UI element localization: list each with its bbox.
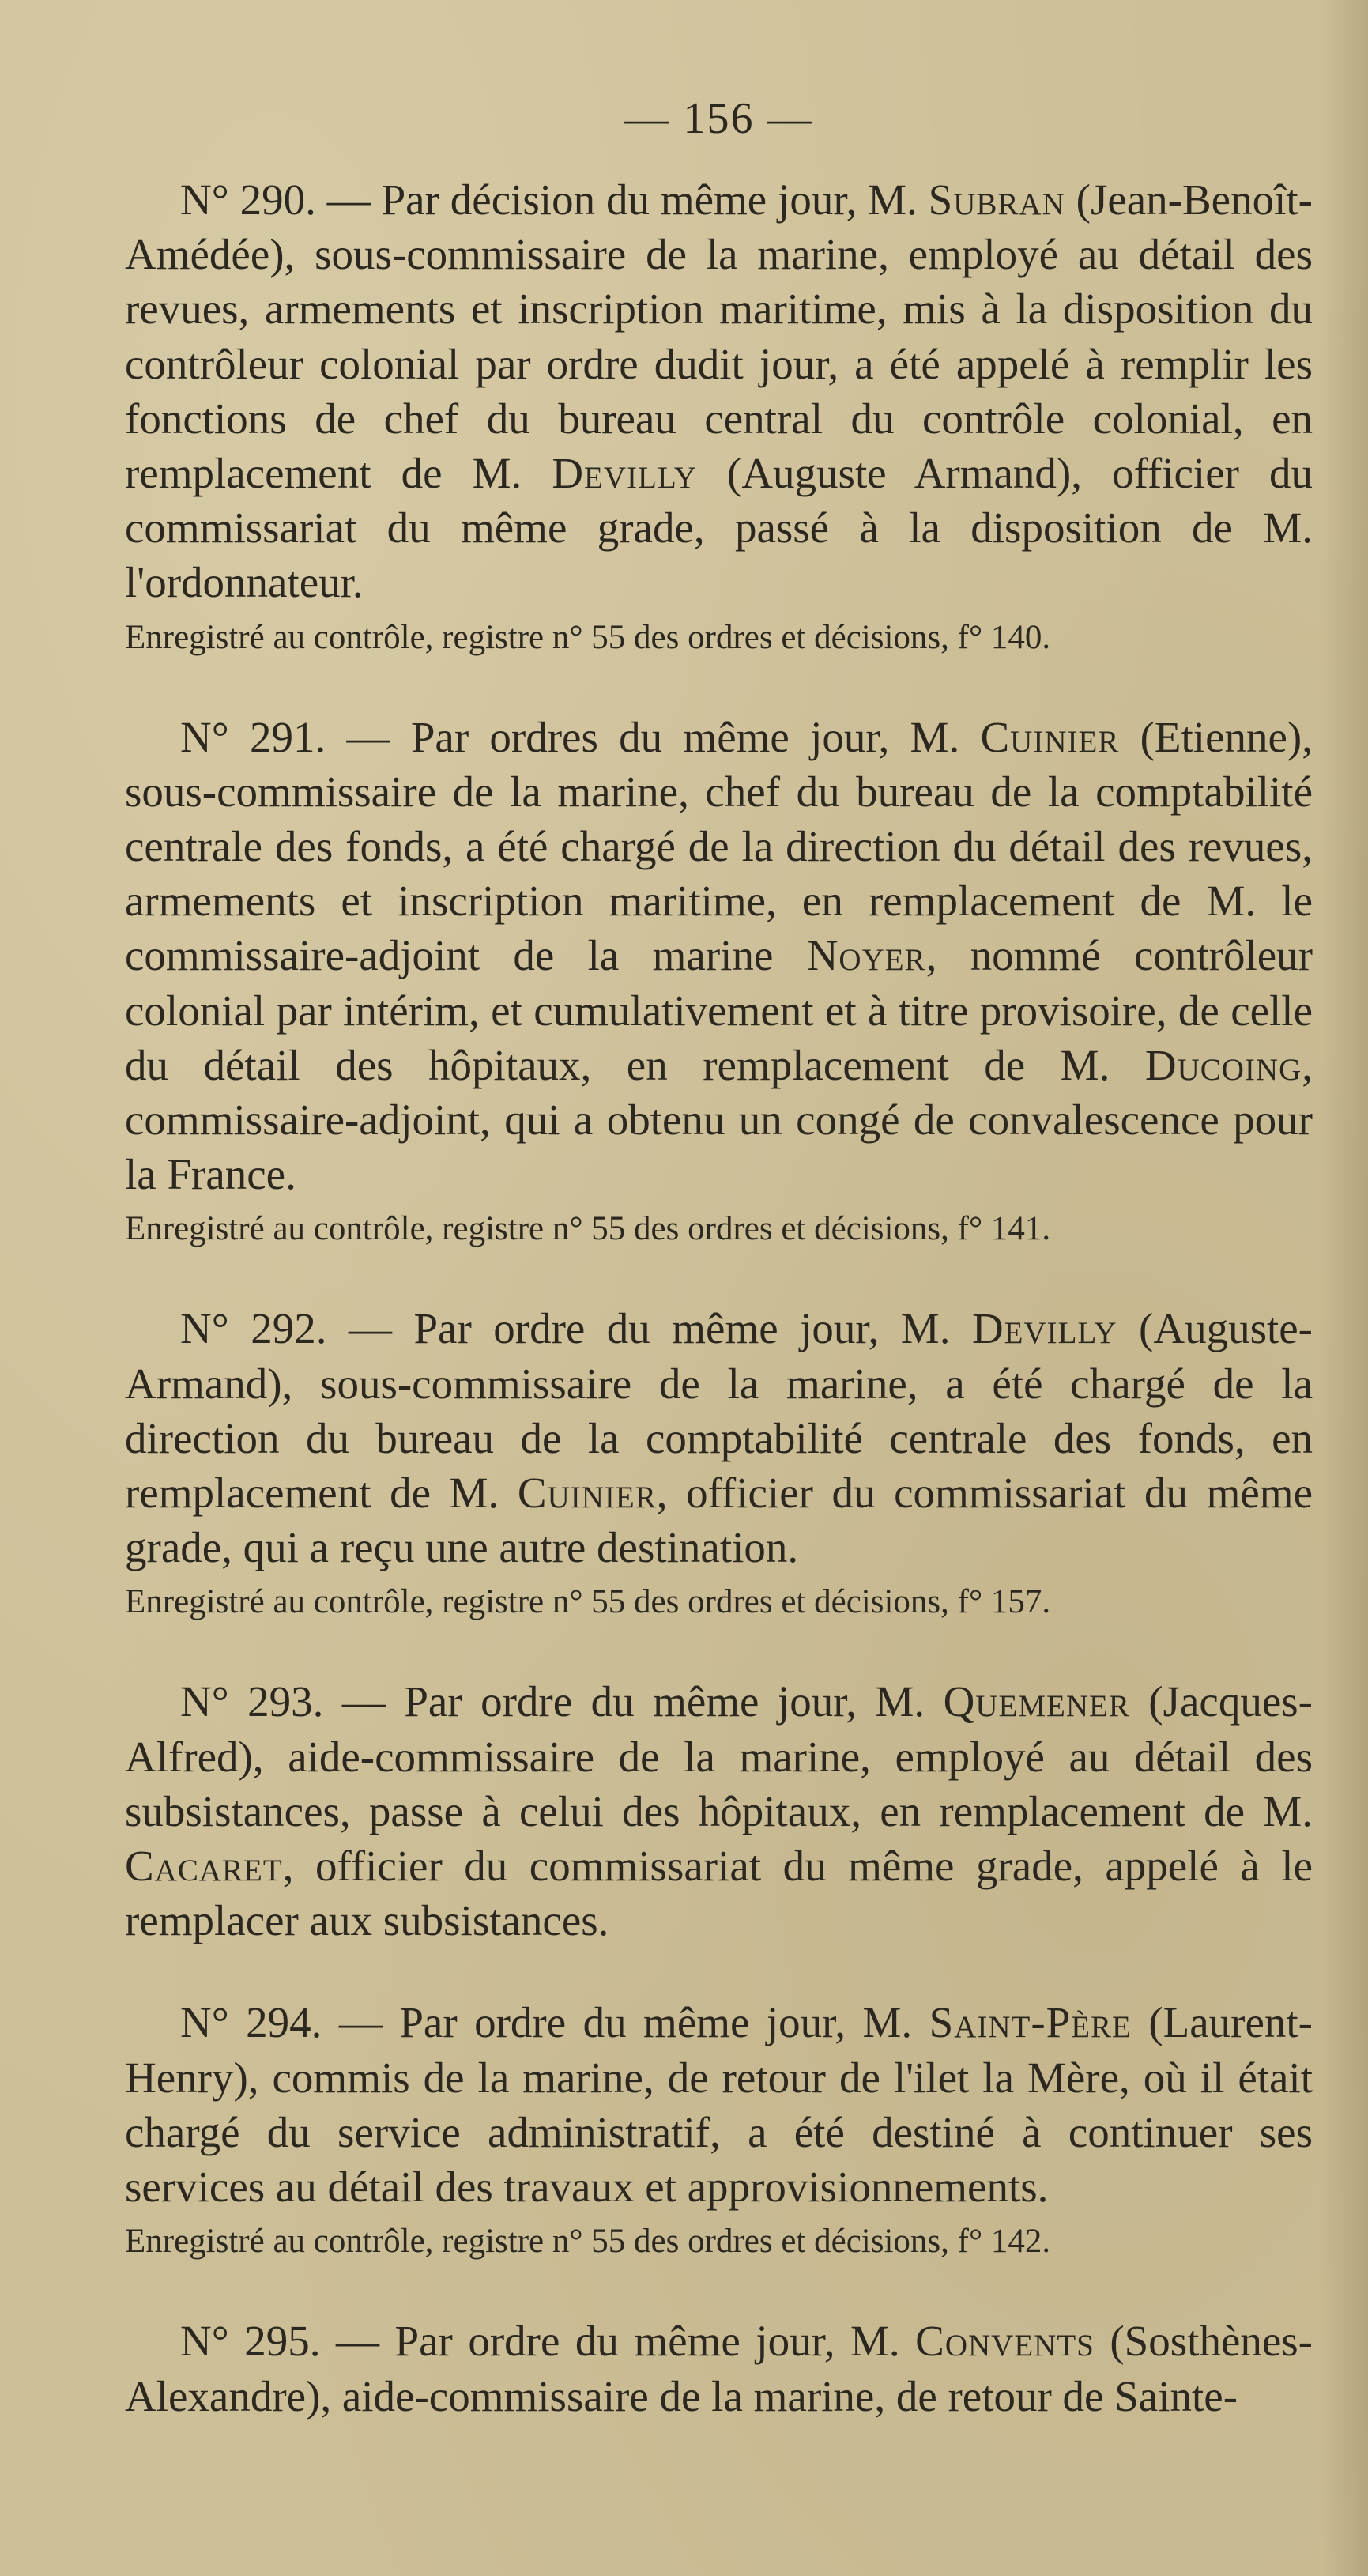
text-span: (Jacques-Alfred), aide-commissaire de la marine, employé au détail des subsistances, passe à celui des hôpitaux, en remplacement de M. bbox=[125, 1677, 1313, 1835]
registration-note: Enregistré au contrôle, registre n° 55 des ordres et décisions, f° 140. bbox=[125, 618, 1051, 656]
entry-293 bbox=[125, 1674, 1313, 1948]
entry-text bbox=[125, 172, 1313, 610]
surname: Devilly bbox=[971, 1304, 1117, 1353]
registration-note: Enregistré au contrôle, registre n° 55 des ordres et décisions, f° 141. bbox=[125, 1210, 1051, 1248]
surname: Ducoing bbox=[1144, 1040, 1302, 1089]
text-span: N° 291. — Par ordres du même jour, M. bbox=[180, 712, 981, 761]
page-edge-shadow bbox=[1321, 0, 1368, 2576]
surname: Cacaret bbox=[125, 1842, 283, 1891]
surname: Convents bbox=[915, 2317, 1095, 2366]
entry-291 bbox=[125, 710, 1313, 1254]
text-span: , officier du commissariat du même grade, qui a reçu une autre destination. bbox=[125, 1469, 1313, 1572]
entry-text bbox=[125, 1301, 1313, 1575]
text-span: , commissaire-adjoint, qui a obtenu un congé de convalescence pour la France. bbox=[125, 1040, 1313, 1199]
entry-text bbox=[125, 1674, 1313, 1948]
text-span: N° 290. — Par décision du même jour, M. bbox=[180, 175, 929, 224]
surname: Cuinier bbox=[517, 1469, 657, 1518]
entry-292 bbox=[125, 1301, 1313, 1627]
entry-text bbox=[125, 710, 1313, 1202]
text-span: N° 293. — Par ordre du même jour, M. bbox=[180, 1677, 944, 1726]
text-span: N° 294. — Par ordre du même jour, M. bbox=[180, 1998, 929, 2047]
surname: Subran bbox=[928, 175, 1065, 224]
text-span: N° 295. — Par ordre du même jour, M. bbox=[180, 2317, 916, 2366]
text-span: , officier du commissariat du même grade, appelé à le remplacer aux subsistances. bbox=[125, 1842, 1313, 1945]
text-span: N° 292. — Par ordre du même jour, M. bbox=[180, 1304, 972, 1353]
entry-text bbox=[125, 2314, 1313, 2423]
text-span: (Laurent-Henry), commis de la marine, de retour de l'ilet la Mère, où il était chargé du service administratif, a été destiné à continuer ses services au détail des travaux et approvisionnements. bbox=[125, 1998, 1313, 2212]
entry-290 bbox=[125, 172, 1313, 662]
surname: Noyer bbox=[806, 931, 926, 980]
surname: Devilly bbox=[552, 449, 697, 498]
text-span: (Sosthènes-Alexandre), aide-commissaire de la marine, de retour de Sainte- bbox=[125, 2317, 1313, 2420]
text-span: (Auguste-Armand), sous-commissaire de la marine, a été chargé de la direction du bureau de la comptabilité centrale des fonds, en remplacement de M. bbox=[125, 1304, 1313, 1518]
entry-295 bbox=[125, 2314, 1313, 2423]
text-span: (Etienne), sous-commissaire de la marine, chef du bureau de la comptabilité centrale des fonds, a été chargé de la direction du détail des revues, armements et inscription maritime, en remplacement de M. le commissaire-adjoint de la marine bbox=[125, 712, 1313, 980]
registration-note: Enregistré au contrôle, registre n° 55 des ordres et décisions, f° 142. bbox=[125, 2223, 1051, 2261]
entry-text bbox=[125, 1995, 1313, 2214]
registration-note: Enregistré au contrôle, registre n° 55 des ordres et décisions, f° 157. bbox=[125, 1583, 1051, 1621]
text-span: , nommé contrôleur colonial par intérim, et cumulativement et à titre provisoire, de celle du détail des hôpitaux, en remplacement de M. bbox=[125, 931, 1313, 1089]
entry-294 bbox=[125, 1995, 1313, 2266]
surname: Saint-Père bbox=[929, 1998, 1132, 2047]
surname: Quemener bbox=[943, 1677, 1130, 1726]
surname: Cuinier bbox=[980, 712, 1120, 761]
text-span: (Auguste Armand), officier du commissariat du même grade, passé à la disposition de M. l'ordonnateur. bbox=[125, 449, 1313, 607]
page-number: — 156 — bbox=[624, 94, 813, 143]
text-span: (Jean-Benoît-Amédée), sous-commissaire de la marine, employé au détail des revues, armements et inscription maritime, mis à la disposition du contrôleur colonial par ordre dudit jour, a été appelé à remplir les fonctions de chef du bureau central du contrôle colonial, en remplacement de M. bbox=[125, 175, 1313, 498]
